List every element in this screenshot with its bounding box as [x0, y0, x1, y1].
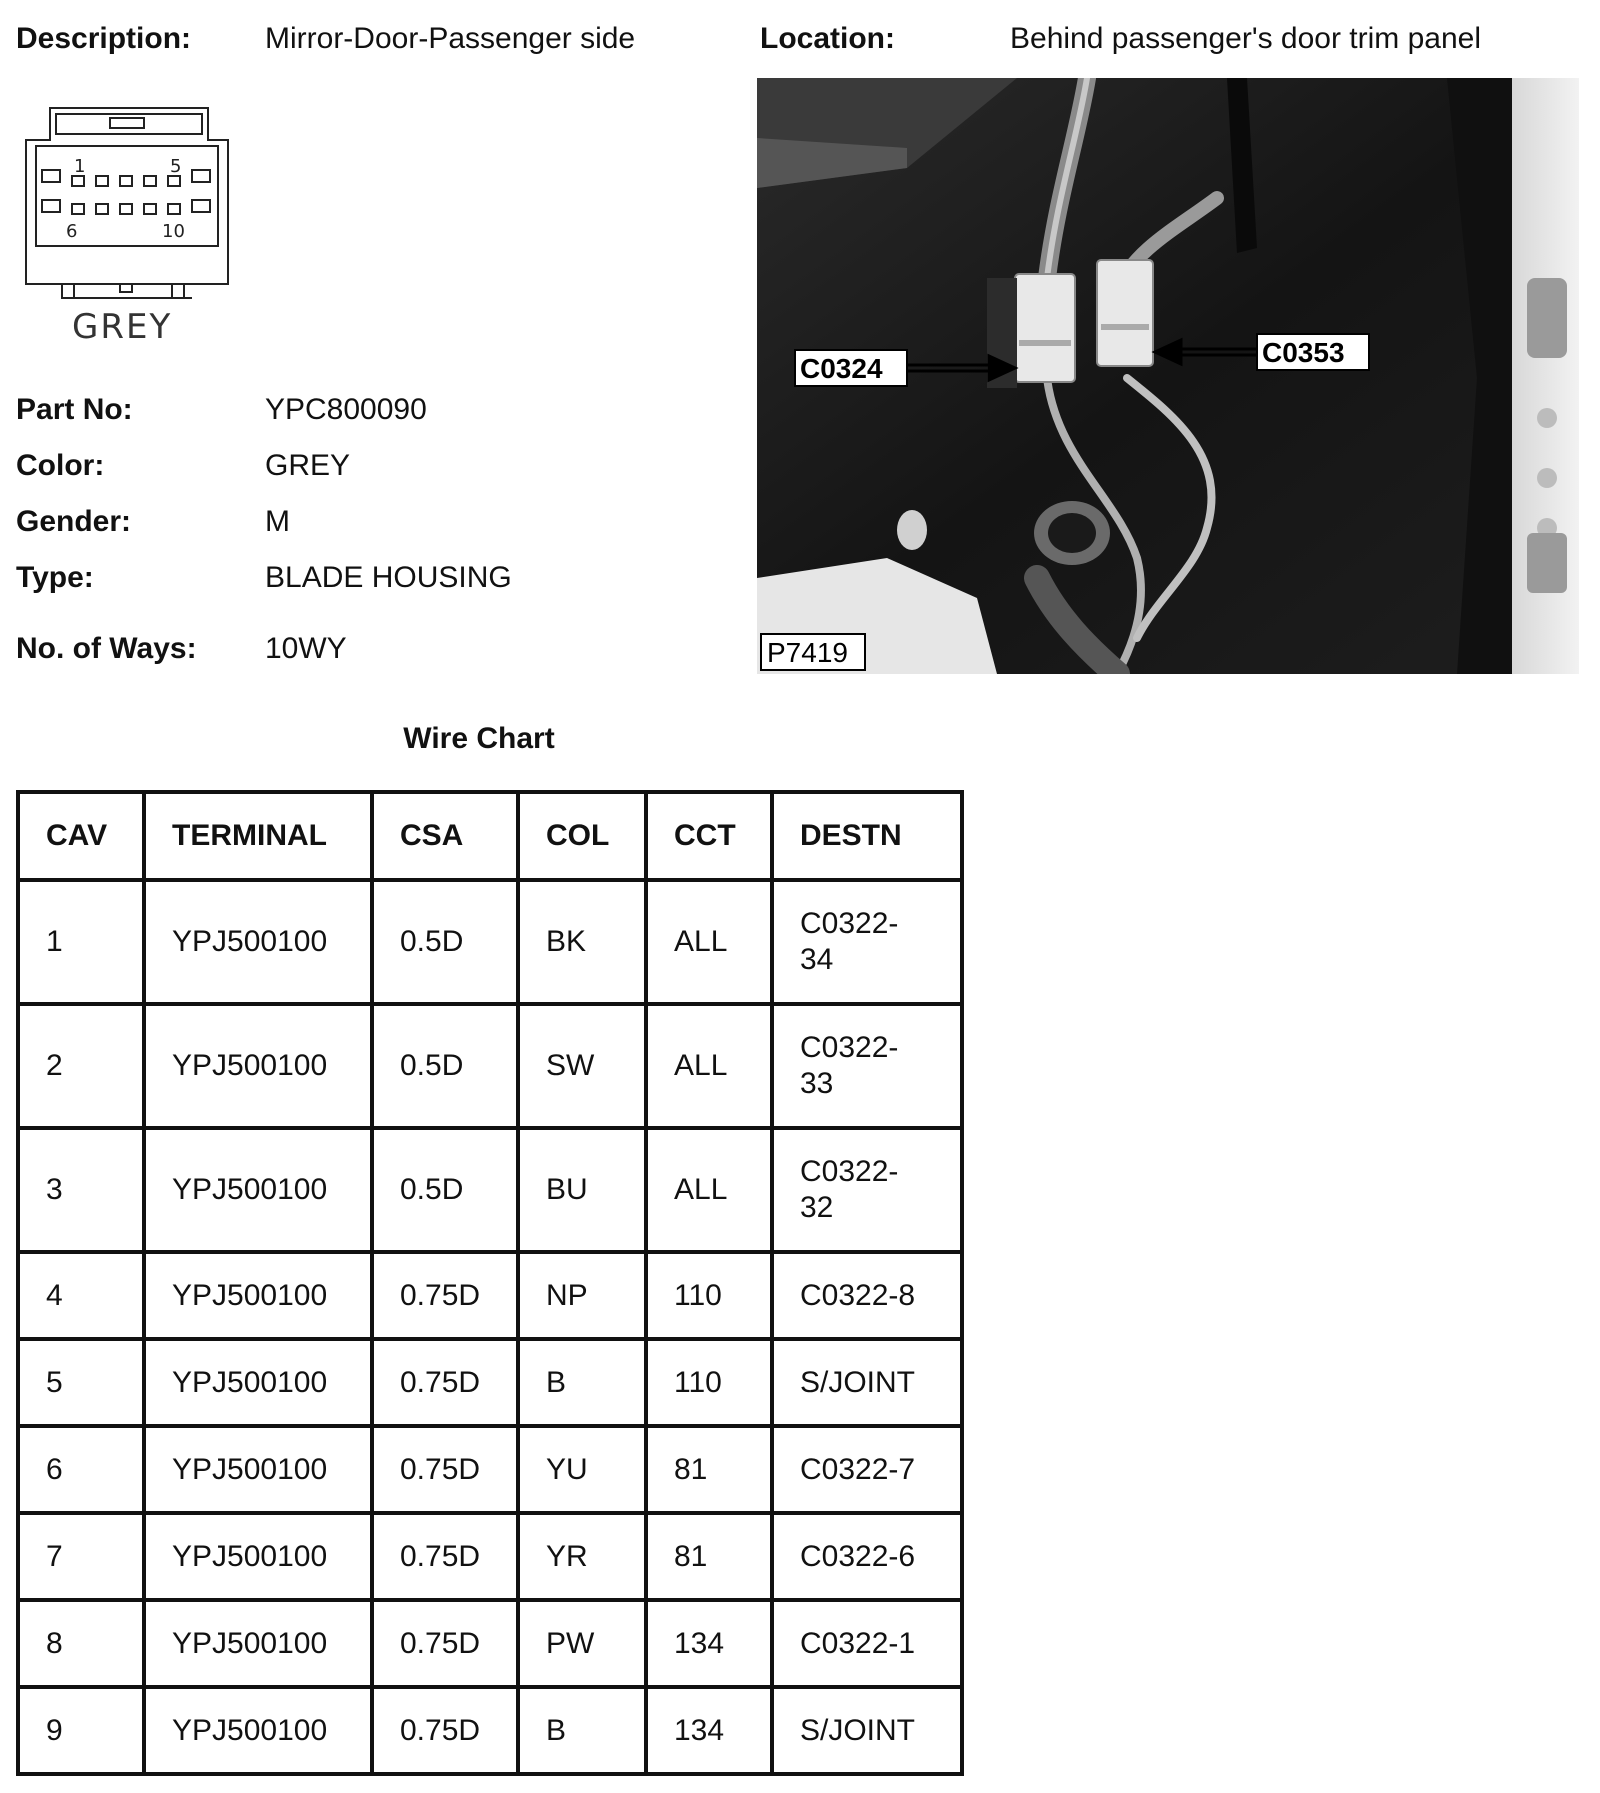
type-label: Type: [16, 561, 94, 594]
cell-cct: 81 [646, 1426, 772, 1513]
door-interior-illustration [757, 78, 1579, 674]
table-row [18, 1252, 962, 1339]
cell-cct: 134 [646, 1687, 772, 1774]
cell-cav: 9 [18, 1687, 144, 1774]
header-cct: CCT [646, 792, 772, 880]
table-header-row [18, 792, 962, 880]
header-csa: CSA [372, 792, 518, 880]
cell-cav: 3 [18, 1128, 144, 1252]
table-row [18, 1600, 962, 1687]
color-value: GREY [265, 449, 351, 482]
description-value: Mirror-Door-Passenger side [265, 22, 636, 55]
cell-cav: 7 [18, 1513, 144, 1600]
wire-chart-table [16, 790, 964, 1776]
callout-c0353: C0353 [1262, 337, 1345, 368]
pin-label-1: 1 [74, 156, 86, 177]
cell-destn: C0322-6 [772, 1513, 962, 1600]
cell-terminal: YPJ500100 [144, 1252, 372, 1339]
cell-col: PW [518, 1600, 646, 1687]
type-value: BLADE HOUSING [265, 561, 512, 594]
gender-value: M [265, 505, 290, 538]
cell-col: YU [518, 1426, 646, 1513]
cell-cav: 1 [18, 880, 144, 1004]
cell-destn: S/JOINT [772, 1339, 962, 1426]
cell-col: B [518, 1687, 646, 1774]
ways-label: No. of Ways: [16, 632, 197, 665]
pin-label-5: 5 [170, 156, 182, 177]
cell-destn: C0322- 32 [772, 1128, 962, 1252]
cell-cav: 5 [18, 1339, 144, 1426]
table-row [18, 1426, 962, 1513]
color-label: Color: [16, 449, 105, 482]
location-photo [757, 78, 1579, 674]
cell-csa: 0.5D [372, 880, 518, 1004]
location-value: Behind passenger's door trim panel [1010, 22, 1482, 55]
cell-col: YR [518, 1513, 646, 1600]
cell-col: SW [518, 1004, 646, 1128]
cell-cav: 2 [18, 1004, 144, 1128]
cell-col: B [518, 1339, 646, 1426]
cell-cct: 81 [646, 1513, 772, 1600]
cell-cct: 110 [646, 1339, 772, 1426]
cell-csa: 0.5D [372, 1128, 518, 1252]
gender-label: Gender: [16, 505, 132, 538]
table-row [18, 1687, 962, 1774]
cell-csa: 0.75D [372, 1426, 518, 1513]
cell-csa: 0.75D [372, 1687, 518, 1774]
cell-cav: 6 [18, 1426, 144, 1513]
header-terminal: TERMINAL [144, 792, 372, 880]
cell-csa: 0.75D [372, 1600, 518, 1687]
cell-terminal: YPJ500100 [144, 1687, 372, 1774]
photo-id: P7419 [767, 637, 848, 668]
location-label: Location: [760, 22, 895, 55]
cell-destn: S/JOINT [772, 1687, 962, 1774]
table-row [18, 1128, 962, 1252]
cell-destn: C0322- 34 [772, 880, 962, 1004]
cell-cct: 110 [646, 1252, 772, 1339]
pin-label-10: 10 [162, 221, 185, 242]
description-label: Description: [16, 22, 192, 55]
connector-color-caption: GREY [72, 307, 173, 344]
cell-csa: 0.75D [372, 1339, 518, 1426]
ways-value: 10WY [265, 632, 347, 665]
cell-col: BU [518, 1128, 646, 1252]
cell-col: NP [518, 1252, 646, 1339]
cell-cav: 8 [18, 1600, 144, 1687]
cell-destn: C0322-8 [772, 1252, 962, 1339]
part-no-label: Part No: [16, 393, 133, 426]
callout-c0324: C0324 [800, 353, 883, 384]
cell-cct: 134 [646, 1600, 772, 1687]
cell-cav: 4 [18, 1252, 144, 1339]
cell-col: BK [518, 880, 646, 1004]
part-no-value: YPC800090 [265, 393, 427, 426]
cell-terminal: YPJ500100 [144, 1004, 372, 1128]
cell-csa: 0.5D [372, 1004, 518, 1128]
pin-label-6: 6 [66, 221, 78, 242]
cell-destn: C0322- 33 [772, 1004, 962, 1128]
cell-terminal: YPJ500100 [144, 1128, 372, 1252]
table-row [18, 1004, 962, 1128]
table-row [18, 1339, 962, 1426]
cell-cct: ALL [646, 1128, 772, 1252]
cell-terminal: YPJ500100 [144, 1339, 372, 1426]
cell-cct: ALL [646, 880, 772, 1004]
connector-face-diagram [22, 104, 232, 344]
cell-csa: 0.75D [372, 1252, 518, 1339]
table-row [18, 880, 962, 1004]
header-destn: DESTN [772, 792, 962, 880]
connector-outline [22, 104, 232, 344]
header-col: COL [518, 792, 646, 880]
cell-csa: 0.75D [372, 1513, 518, 1600]
cell-destn: C0322-7 [772, 1426, 962, 1513]
cell-terminal: YPJ500100 [144, 1426, 372, 1513]
cell-terminal: YPJ500100 [144, 880, 372, 1004]
cell-terminal: YPJ500100 [144, 1600, 372, 1687]
wire-chart-title: Wire Chart [403, 722, 555, 755]
cell-terminal: YPJ500100 [144, 1513, 372, 1600]
cell-destn: C0322-1 [772, 1600, 962, 1687]
table-row [18, 1513, 962, 1600]
header-cav: CAV [18, 792, 144, 880]
cell-cct: ALL [646, 1004, 772, 1128]
